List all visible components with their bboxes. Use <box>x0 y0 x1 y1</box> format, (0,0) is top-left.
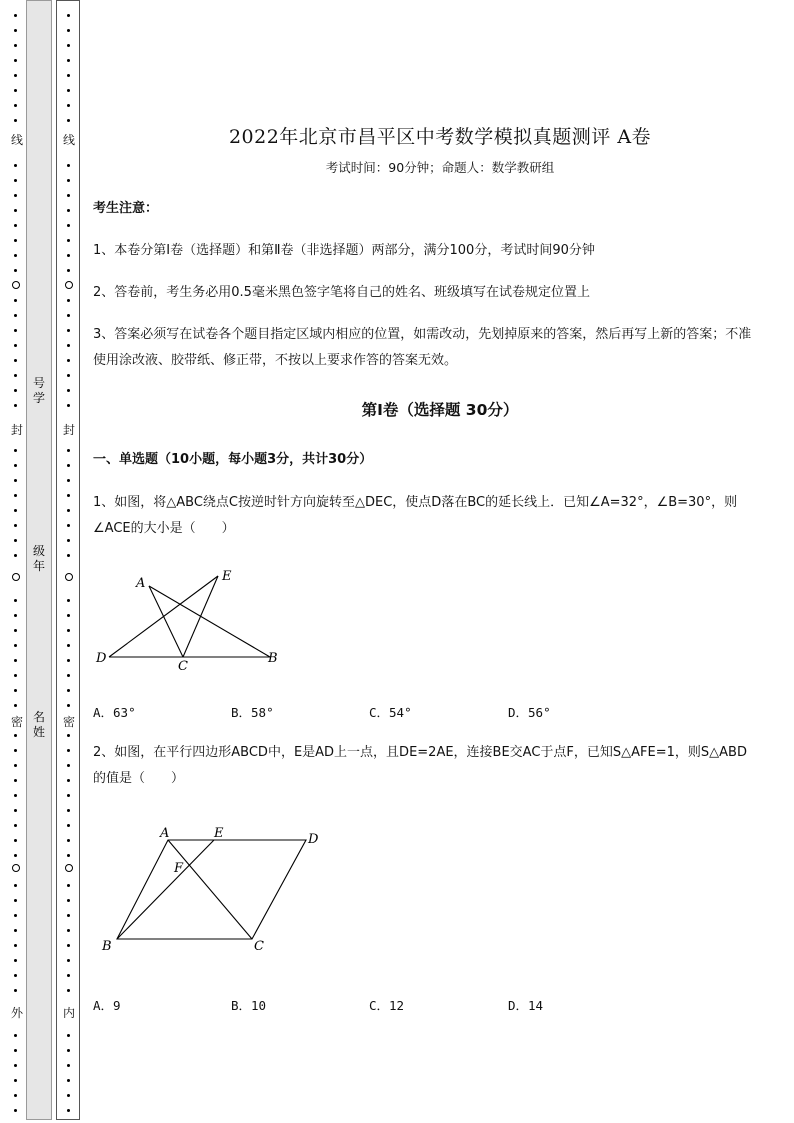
margin-dot <box>67 764 70 767</box>
margin-dot <box>14 734 17 737</box>
margin-dot <box>14 854 17 857</box>
margin-dot <box>67 1079 70 1082</box>
option-a[interactable]: A．9 <box>93 998 121 1013</box>
margin-dot <box>14 974 17 977</box>
margin-dot <box>67 179 70 182</box>
segment-ac <box>168 840 252 939</box>
margin-dot <box>67 959 70 962</box>
margin-dot <box>67 1034 70 1037</box>
margin-dot <box>67 314 70 317</box>
margin-dot <box>14 779 17 782</box>
exam-title: 2022年北京市昌平区中考数学模拟真题测评 A卷 <box>228 126 652 148</box>
margin-circle <box>65 864 73 872</box>
margin-dot <box>67 74 70 77</box>
margin-dot <box>14 884 17 887</box>
margin-dot <box>67 614 70 617</box>
binding-dots-left <box>8 0 24 1123</box>
margin-dot <box>67 794 70 797</box>
margin-dot <box>14 239 17 242</box>
margin-dot <box>14 704 17 707</box>
parallelogram-abcd <box>117 840 306 939</box>
margin-dot <box>14 194 17 197</box>
segment-be <box>117 840 214 939</box>
notice-heading: 考生注意： <box>93 201 159 216</box>
part-title: 一、单选题（10小题，每小题3分，共计30分） <box>93 452 373 467</box>
margin-dot <box>67 494 70 497</box>
margin-dot <box>67 239 70 242</box>
segment-ac <box>149 586 183 657</box>
margin-dot <box>14 1094 17 1097</box>
option-b[interactable]: B．10 <box>231 998 267 1013</box>
margin-dot <box>14 1079 17 1082</box>
margin-dot <box>14 269 17 272</box>
strip-label-grade: 级 年 <box>32 544 45 573</box>
margin-dot <box>67 629 70 632</box>
label-a: A <box>160 826 170 841</box>
question-1-text: 1、如图，将△ABC绕点C按逆时针方向旋转至△DEC，使点D落在BC的延长线上．已知∠A=32°，∠B=30°，则∠ACE的大小是（ ） <box>93 495 738 536</box>
margin-dot <box>67 1094 70 1097</box>
margin-dot <box>67 644 70 647</box>
margin-dot <box>67 929 70 932</box>
margin-dot <box>67 299 70 302</box>
margin-dot <box>67 479 70 482</box>
margin-dot <box>67 359 70 362</box>
section-title: 第I卷（选择题 30分） <box>361 401 519 419</box>
label-c: C <box>254 939 264 954</box>
margin-dot <box>67 209 70 212</box>
margin-dot <box>67 884 70 887</box>
margin-char-seal-right: 封 <box>62 423 75 437</box>
notice-item-2: 2、答卷前，考生务必用0.5毫米黑色签字笔将自己的姓名、班级填写在试卷规定位置上 <box>93 285 590 300</box>
margin-dot <box>14 59 17 62</box>
margin-dot <box>14 344 17 347</box>
margin-dot <box>14 29 17 32</box>
margin-dot <box>14 674 17 677</box>
margin-dot <box>67 839 70 842</box>
margin-circle <box>65 573 73 581</box>
margin-dot <box>67 14 70 17</box>
question-1-options <box>93 703 693 723</box>
margin-char-outer: 外 <box>10 1006 23 1020</box>
label-e: E <box>214 826 224 841</box>
margin-dot <box>67 914 70 917</box>
margin-dot <box>14 794 17 797</box>
margin-dot <box>14 809 17 812</box>
margin-char-line-left: 线 <box>10 133 23 147</box>
margin-dot <box>67 449 70 452</box>
option-c[interactable]: C．54° <box>369 705 412 720</box>
margin-dot <box>67 704 70 707</box>
margin-dot <box>67 809 70 812</box>
margin-dot <box>14 254 17 257</box>
margin-dot <box>14 314 17 317</box>
margin-dot <box>14 509 17 512</box>
margin-dot <box>67 464 70 467</box>
margin-dot <box>67 779 70 782</box>
label-b: B <box>102 939 112 954</box>
margin-dot <box>67 899 70 902</box>
margin-dot <box>14 479 17 482</box>
margin-dot <box>14 989 17 992</box>
margin-dot <box>14 554 17 557</box>
margin-dot <box>14 1109 17 1112</box>
margin-dot <box>14 449 17 452</box>
label-f: F <box>174 861 184 876</box>
margin-dot <box>14 629 17 632</box>
question-2-figure <box>96 820 336 960</box>
margin-dot <box>67 374 70 377</box>
margin-dot <box>67 689 70 692</box>
margin-dot <box>67 1064 70 1067</box>
margin-char-secret-right: 密 <box>62 715 75 729</box>
margin-dot <box>67 824 70 827</box>
margin-dot <box>67 554 70 557</box>
margin-dot <box>67 44 70 47</box>
margin-dot <box>14 74 17 77</box>
question-1-figure <box>92 565 292 677</box>
margin-dot <box>14 224 17 227</box>
margin-dot <box>14 329 17 332</box>
label-b: B <box>268 651 278 666</box>
margin-dot <box>67 224 70 227</box>
margin-dot <box>14 1049 17 1052</box>
margin-dot <box>67 164 70 167</box>
margin-dot <box>14 824 17 827</box>
margin-dot <box>14 404 17 407</box>
margin-dot <box>67 749 70 752</box>
margin-char-inner: 内 <box>62 1006 75 1020</box>
option-c[interactable]: C．12 <box>369 998 405 1013</box>
margin-dot <box>14 914 17 917</box>
option-d[interactable]: D．14 <box>508 998 544 1013</box>
margin-dot <box>67 344 70 347</box>
margin-dot <box>14 179 17 182</box>
margin-dot <box>67 509 70 512</box>
margin-dot <box>14 749 17 752</box>
margin-dot <box>14 464 17 467</box>
margin-circle <box>65 281 73 289</box>
label-d: D <box>308 832 319 847</box>
margin-dot <box>14 14 17 17</box>
margin-dot <box>14 659 17 662</box>
margin-dot <box>14 359 17 362</box>
margin-dot <box>14 929 17 932</box>
margin-dot <box>14 599 17 602</box>
margin-dot <box>67 104 70 107</box>
margin-dot <box>14 539 17 542</box>
margin-dot <box>14 644 17 647</box>
margin-dot <box>14 944 17 947</box>
margin-dot <box>14 899 17 902</box>
margin-circle <box>12 281 20 289</box>
margin-dot <box>67 674 70 677</box>
margin-dot <box>67 194 70 197</box>
margin-dot <box>67 1109 70 1112</box>
margin-dot <box>67 734 70 737</box>
margin-dot <box>67 59 70 62</box>
margin-dot <box>67 269 70 272</box>
option-a[interactable]: A．63° <box>93 705 136 720</box>
margin-char-seal-left: 封 <box>10 423 23 437</box>
margin-dot <box>67 254 70 257</box>
margin-circle <box>12 864 20 872</box>
margin-dot <box>67 29 70 32</box>
margin-dot <box>67 854 70 857</box>
margin-dot <box>14 1064 17 1067</box>
margin-dot <box>67 659 70 662</box>
margin-dot <box>14 89 17 92</box>
margin-dot <box>67 329 70 332</box>
strip-label-name: 名 姓 <box>32 710 45 739</box>
label-e: E <box>222 569 232 584</box>
margin-dot <box>67 974 70 977</box>
label-c: C <box>178 659 188 674</box>
margin-dot <box>67 539 70 542</box>
notice-item-1: 1、本卷分第I卷（选择题）和第Ⅱ卷（非选择题）两部分，满分100分，考试时间90分钟 <box>93 243 595 258</box>
binding-dots-right <box>60 0 80 1123</box>
margin-dot <box>67 599 70 602</box>
margin-dot <box>14 1034 17 1037</box>
margin-dot <box>67 89 70 92</box>
margin-dot <box>14 959 17 962</box>
question-2-text: 2、如图，在平行四边形ABCD中，E是AD上一点，且DE=2AE，连接BE交AC于点F，已知S△AFE=1，则S△ABD的值是（ ） <box>93 745 747 786</box>
segment-ec <box>183 576 218 657</box>
label-d: D <box>96 651 107 666</box>
margin-dot <box>67 989 70 992</box>
margin-dot <box>14 689 17 692</box>
margin-dot <box>14 44 17 47</box>
margin-dot <box>14 614 17 617</box>
margin-dot <box>14 389 17 392</box>
margin-dot <box>14 164 17 167</box>
margin-char-line-right: 线 <box>62 133 75 147</box>
margin-dot <box>67 524 70 527</box>
option-b[interactable]: B．58° <box>231 705 274 720</box>
margin-circle <box>12 573 20 581</box>
margin-dot <box>67 944 70 947</box>
margin-char-secret-left: 密 <box>10 715 23 729</box>
strip-label-student-id: 号 学 <box>32 376 45 405</box>
margin-dot <box>14 494 17 497</box>
exam-subtitle: 考试时间：90分钟；命题人：数学教研组 <box>325 160 555 175</box>
margin-dot <box>67 119 70 122</box>
label-a: A <box>136 576 146 591</box>
margin-dot <box>14 299 17 302</box>
margin-dot <box>67 404 70 407</box>
margin-dot <box>14 524 17 527</box>
margin-dot <box>14 119 17 122</box>
margin-dot <box>14 209 17 212</box>
margin-dot <box>14 104 17 107</box>
notice-item-3: 3、答案必须写在试卷各个题目指定区域内相应的位置，如需改动，先划掉原来的答案，然后再写上新的答案；不准使用涂改液、胶带纸、修正带，不按以上要求作答的答案无效。 <box>93 327 752 368</box>
margin-dot <box>67 389 70 392</box>
margin-dot <box>14 764 17 767</box>
margin-dot <box>14 374 17 377</box>
margin-dot <box>14 839 17 842</box>
margin-dot <box>67 1049 70 1052</box>
question-2-options <box>93 996 693 1016</box>
option-d[interactable]: D．56° <box>508 705 551 720</box>
